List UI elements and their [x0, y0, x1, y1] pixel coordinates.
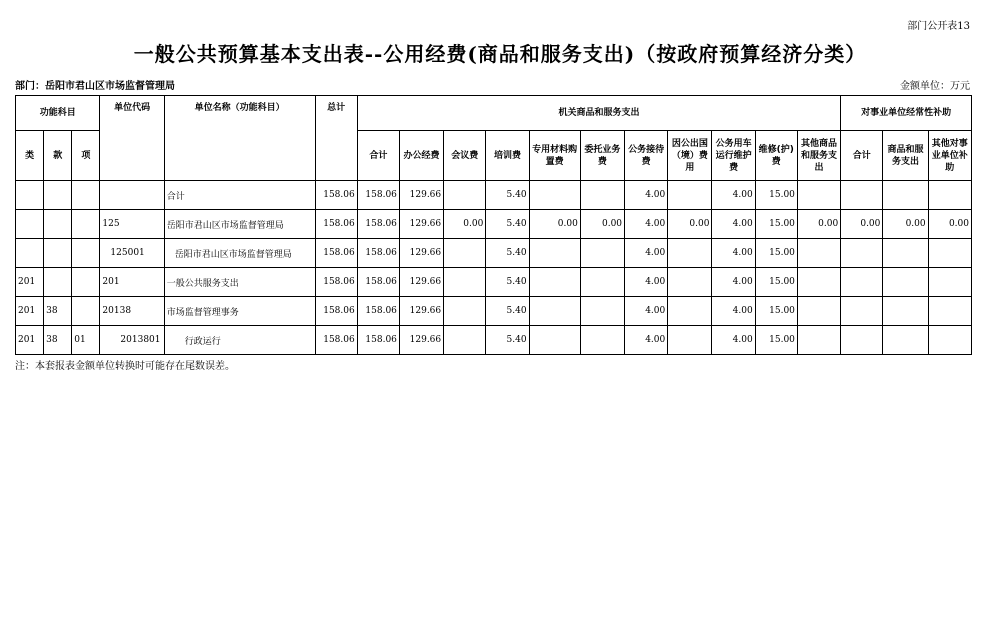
header-subsidy-other: 其他对事业单位补助 — [928, 131, 971, 181]
header-vehicle: 公务用车运行维护费 — [712, 131, 755, 181]
cell-c8 — [668, 181, 712, 210]
cell-c2: 129.66 — [399, 181, 443, 210]
cell-c8: 0.00 — [668, 210, 712, 239]
cell-total: 158.06 — [315, 239, 357, 268]
cell-c11: 0.00 — [797, 210, 840, 239]
cell-c10: 15.00 — [755, 181, 797, 210]
cell-c6 — [580, 268, 624, 297]
cell-c9: 4.00 — [712, 181, 755, 210]
cell-c2: 129.66 — [399, 239, 443, 268]
cell-code: 125 — [100, 210, 164, 239]
report-number: 部门公开表13 — [907, 21, 970, 32]
cell-s1 — [841, 181, 883, 210]
header-overseas: 因公出国（境）费用 — [668, 131, 712, 181]
cell-total: 158.06 — [315, 210, 357, 239]
header-subsidy-group: 对事业单位经常性补助 — [841, 96, 972, 131]
cell-c1: 158.06 — [357, 297, 399, 326]
cell-c3 — [444, 268, 486, 297]
cell-c8 — [668, 268, 712, 297]
cell-s3 — [928, 268, 971, 297]
header-subsidy-goods: 商品和服务支出 — [883, 131, 928, 181]
header-lei: 类 — [16, 131, 44, 181]
cell-lei — [16, 181, 44, 210]
cell-c7: 4.00 — [625, 326, 668, 355]
header-func-subject: 功能科目 — [16, 96, 100, 131]
header-repair: 维修(护)费 — [755, 131, 797, 181]
cell-s2 — [883, 181, 928, 210]
cell-s3 — [928, 181, 971, 210]
cell-name: 行政运行 — [164, 326, 315, 355]
header-xiang: 项 — [72, 131, 100, 181]
cell-c10: 15.00 — [755, 326, 797, 355]
cell-c2: 129.66 — [399, 297, 443, 326]
cell-xiang — [72, 210, 100, 239]
cell-c7: 4.00 — [625, 210, 668, 239]
cell-c10: 15.00 — [755, 239, 797, 268]
cell-code: 201 — [100, 268, 164, 297]
cell-code: 20138 — [100, 297, 164, 326]
cell-s3 — [928, 326, 971, 355]
footnote: 注：本套报表金额单位转换时可能存在尾数误差。 — [15, 361, 235, 372]
cell-s1: 0.00 — [841, 210, 883, 239]
cell-c11 — [797, 297, 840, 326]
cell-total: 158.06 — [315, 268, 357, 297]
cell-c5 — [529, 326, 580, 355]
cell-c7: 4.00 — [625, 239, 668, 268]
cell-kuan — [44, 239, 72, 268]
table-row — [16, 326, 972, 355]
cell-xiang — [72, 268, 100, 297]
cell-xiang — [72, 181, 100, 210]
cell-c2: 129.66 — [399, 326, 443, 355]
cell-c9: 4.00 — [712, 239, 755, 268]
cell-c7: 4.00 — [625, 268, 668, 297]
cell-c6: 0.00 — [580, 210, 624, 239]
table-row — [16, 181, 972, 210]
cell-xiang — [72, 297, 100, 326]
table-row — [16, 210, 972, 239]
cell-c1: 158.06 — [357, 326, 399, 355]
cell-c8 — [668, 326, 712, 355]
cell-c4: 5.40 — [486, 210, 529, 239]
cell-c5 — [529, 268, 580, 297]
header-org-group: 机关商品和服务支出 — [357, 96, 840, 131]
header-office: 办公经费 — [399, 131, 443, 181]
cell-c3 — [444, 181, 486, 210]
header-unit-code: 单位代码 — [100, 96, 164, 181]
cell-c9: 4.00 — [712, 326, 755, 355]
cell-s3: 0.00 — [928, 210, 971, 239]
header-other-goods: 其他商品和服务支出 — [797, 131, 840, 181]
cell-s3 — [928, 297, 971, 326]
header-reception: 公务接待费 — [625, 131, 668, 181]
cell-c6 — [580, 326, 624, 355]
cell-c10: 15.00 — [755, 210, 797, 239]
header-kuan: 款 — [44, 131, 72, 181]
cell-total: 158.06 — [315, 181, 357, 210]
cell-c4: 5.40 — [486, 239, 529, 268]
cell-c5: 0.00 — [529, 210, 580, 239]
cell-c5 — [529, 239, 580, 268]
cell-c5 — [529, 297, 580, 326]
cell-c8 — [668, 297, 712, 326]
header-materials: 专用材料购置费 — [529, 131, 580, 181]
cell-lei: 201 — [16, 297, 44, 326]
header-meeting: 会议费 — [444, 131, 486, 181]
cell-c11 — [797, 239, 840, 268]
cell-kuan: 38 — [44, 326, 72, 355]
cell-c11 — [797, 181, 840, 210]
cell-s1 — [841, 297, 883, 326]
cell-c11 — [797, 326, 840, 355]
cell-c4: 5.40 — [486, 268, 529, 297]
cell-c2: 129.66 — [399, 268, 443, 297]
cell-c9: 4.00 — [712, 297, 755, 326]
cell-c3 — [444, 297, 486, 326]
cell-c6 — [580, 297, 624, 326]
header-commission: 委托业务费 — [580, 131, 624, 181]
header-org-subtotal: 合计 — [357, 131, 399, 181]
cell-total: 158.06 — [315, 297, 357, 326]
cell-c1: 158.06 — [357, 210, 399, 239]
cell-c4: 5.40 — [486, 181, 529, 210]
cell-lei — [16, 210, 44, 239]
cell-c3 — [444, 326, 486, 355]
cell-s2 — [883, 268, 928, 297]
cell-s1 — [841, 268, 883, 297]
cell-s1 — [841, 239, 883, 268]
cell-c4: 5.40 — [486, 297, 529, 326]
cell-lei — [16, 239, 44, 268]
cell-c10: 15.00 — [755, 268, 797, 297]
cell-c7: 4.00 — [625, 297, 668, 326]
page-title: 一般公共预算基本支出表--公用经费(商品和服务支出)（按政府预算经济分类） — [133, 42, 867, 66]
cell-c4: 5.40 — [486, 326, 529, 355]
cell-c8 — [668, 239, 712, 268]
cell-name: 市场监督管理事务 — [164, 297, 315, 326]
cell-xiang — [72, 239, 100, 268]
cell-s3 — [928, 239, 971, 268]
table-row — [16, 297, 972, 326]
cell-s2 — [883, 326, 928, 355]
cell-xiang: 01 — [72, 326, 100, 355]
cell-c1: 158.06 — [357, 239, 399, 268]
header-total: 总计 — [315, 96, 357, 181]
cell-name: 一般公共服务支出 — [164, 268, 315, 297]
header-subsidy-subtotal: 合计 — [841, 131, 883, 181]
cell-name: 合计 — [164, 181, 315, 210]
cell-code — [100, 181, 164, 210]
amount-unit-label: 金额单位：万元 — [900, 81, 970, 92]
table-row — [16, 239, 972, 268]
cell-s2 — [883, 297, 928, 326]
cell-c2: 129.66 — [399, 210, 443, 239]
cell-kuan — [44, 181, 72, 210]
cell-name: 岳阳市君山区市场监督管理局 — [164, 239, 315, 268]
cell-kuan — [44, 210, 72, 239]
header-training: 培训费 — [486, 131, 529, 181]
cell-c5 — [529, 181, 580, 210]
cell-c11 — [797, 268, 840, 297]
cell-c7: 4.00 — [625, 181, 668, 210]
department-label: 部门：岳阳市君山区市场监督管理局 — [15, 81, 175, 92]
cell-lei: 201 — [16, 326, 44, 355]
cell-c6 — [580, 181, 624, 210]
cell-c1: 158.06 — [357, 268, 399, 297]
cell-s2: 0.00 — [883, 210, 928, 239]
cell-name: 岳阳市君山区市场监督管理局 — [164, 210, 315, 239]
cell-kuan — [44, 268, 72, 297]
cell-c9: 4.00 — [712, 268, 755, 297]
table-row — [16, 268, 972, 297]
cell-s2 — [883, 239, 928, 268]
cell-s1 — [841, 326, 883, 355]
cell-total: 158.06 — [315, 326, 357, 355]
cell-kuan: 38 — [44, 297, 72, 326]
cell-c3 — [444, 239, 486, 268]
cell-c9: 4.00 — [712, 210, 755, 239]
cell-c1: 158.06 — [357, 181, 399, 210]
cell-c6 — [580, 239, 624, 268]
cell-code: 125001 — [100, 239, 164, 268]
cell-c10: 15.00 — [755, 297, 797, 326]
cell-c3: 0.00 — [444, 210, 486, 239]
cell-code: 2013801 — [100, 326, 164, 355]
cell-lei: 201 — [16, 268, 44, 297]
header-unit-name: 单位名称（功能科目） — [164, 96, 315, 181]
expenditure-table — [15, 95, 972, 355]
